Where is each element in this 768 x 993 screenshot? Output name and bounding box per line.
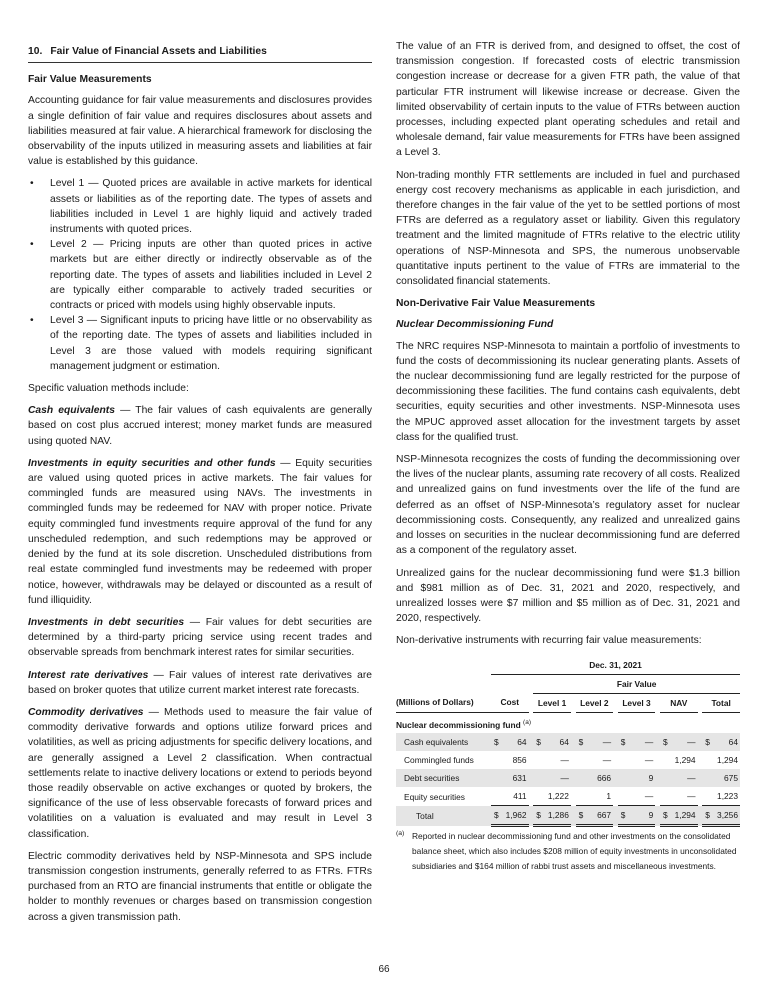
methods-intro: Specific valuation methods include:	[28, 383, 189, 395]
method-text: — Fair values of interest rate derivatives are based on broker quotes that utilize current market interest rate forecasts.	[28, 669, 372, 696]
nav-value: 1,294	[674, 755, 696, 766]
ndf-paragraph-3: Unrealized gains for the nuclear decommissioning fund were $1.3 billion and $981 million as of Dec. 31, 2021 and 2020, respectively, and unrealized losses were $7 million and $5 million as of Dec. 31, 2021 and 2020, respectively.	[396, 567, 740, 625]
col-header-total: Total	[702, 693, 740, 712]
level3-value: 9	[628, 769, 656, 787]
table-column-header-row	[396, 693, 740, 712]
method-equity-securities	[28, 456, 372, 608]
level1-value: 1,286	[543, 806, 571, 826]
col-header-level2: Level 2	[576, 693, 613, 712]
level-list	[28, 176, 372, 374]
total-value: 3,256	[712, 806, 740, 826]
fair-value-intro: Accounting guidance for fair value measurements and disclosures provides a single definition of fair value and requires disclosures about assets and liabilities measured at fair value. A hierarchical framework for disclosing the observability of the inputs utilized in measuring assets and liabilities at fair value is established by this guidance.	[28, 95, 372, 168]
currency-symbol: $	[702, 806, 712, 826]
currency-symbol: $	[660, 733, 670, 751]
col-header-nav: NAV	[660, 693, 698, 712]
left-column	[28, 44, 372, 932]
row-label: Commingled funds	[404, 755, 474, 766]
bullet-icon: •	[30, 315, 34, 327]
method-interest-rate-derivatives	[28, 668, 372, 698]
ndf-paragraph-1: The NRC requires NSP-Minnesota to maintain a portfolio of investments to fund the costs of decommissioning its nuclear generating plants. Assets of the nuclear decommissioning fund are legally restricted for the purpose of decommissioning these facilities. The fund contains cash equivalents, debt securities, equity securities and other investments. NSP-Minnesota uses the MPUC approved asset allocation for the investment targets by asset class for the qualified trust.	[396, 340, 740, 443]
table-intro: Non-derivative instruments with recurring fair value measurements:	[396, 635, 702, 647]
currency-symbol	[660, 787, 670, 806]
method-lead: Interest rate derivatives	[28, 669, 149, 681]
currency-symbol	[491, 751, 501, 769]
currency-symbol	[533, 769, 543, 787]
level2-value: —	[586, 733, 614, 751]
cost-value: 1,962	[501, 806, 529, 826]
fair-value-measurements-heading: Fair Value Measurements	[28, 74, 152, 86]
total-value: 64	[712, 733, 740, 751]
currency-symbol	[618, 769, 628, 787]
nav-value: —	[670, 769, 698, 787]
electric-ftr-paragraph: Electric commodity derivatives held by NSP-Minnesota and SPS include transmission congestion instruments, generally referred to as FTRs. FTRs purchased from an RTO are financial instruments that entitle or obligate the holder to monthly revenues or charges based on transmission congestion across a given transmission path.	[28, 850, 372, 923]
method-lead: Cash equivalents	[28, 405, 115, 417]
total-value: 1,223	[712, 787, 740, 806]
bullet-icon: •	[30, 239, 34, 251]
currency-symbol	[702, 787, 712, 806]
currency-symbol	[660, 751, 670, 769]
date-header: Dec. 31, 2021	[491, 656, 740, 675]
row-label: Total	[396, 806, 491, 826]
table-row	[396, 751, 740, 769]
level2-value: 667	[586, 806, 614, 826]
currency-symbol	[533, 787, 543, 806]
level3-value: —	[628, 787, 656, 806]
currency-symbol	[702, 751, 712, 769]
currency-symbol: $	[660, 806, 670, 826]
col-header-cost: Cost	[491, 693, 529, 712]
level3-value: —	[644, 755, 654, 766]
table-total-row	[396, 806, 740, 826]
level-2-text: Level 2 — Pricing inputs are other than quoted prices in active markets but are either directly or indirectly observable as of the reporting date. The types of assets and liabilities included in Level 2 are typically either comparable to actively traded securities or contracts or priced with models using highly observable inputs.	[50, 239, 372, 312]
currency-symbol: $	[491, 733, 501, 751]
currency-symbol: $	[618, 806, 628, 826]
level-3-text: Level 3 — Significant inputs to pricing have little or no observability as of the reporting date. The types of assets and liabilities included in Level 3 are those valued with models requiring significant management judgment or estimation.	[50, 315, 372, 372]
currency-symbol	[576, 769, 586, 787]
table-footnote	[396, 829, 740, 874]
level-3-item	[28, 313, 372, 374]
currency-symbol	[533, 751, 543, 769]
level1-value: —	[543, 769, 571, 787]
cost-value: 631	[501, 769, 529, 787]
table-row	[396, 787, 740, 806]
bullet-icon: •	[30, 178, 34, 190]
method-lead: Investments in debt securities	[28, 616, 185, 628]
currency-symbol	[702, 769, 712, 787]
row-label: Cash equivalents	[396, 733, 491, 751]
method-lead: Investments in equity securities and other funds	[28, 457, 276, 469]
currency-symbol: $	[533, 733, 543, 751]
cost-value: 856	[512, 755, 527, 766]
page-number: 66	[378, 964, 390, 975]
table-date-header-row	[396, 656, 740, 675]
nav-value: 1,294	[670, 806, 698, 826]
total-value: 1,294	[717, 755, 738, 766]
currency-symbol	[618, 751, 628, 769]
section-title-text: Fair Value of Financial Assets and Liabilities	[50, 46, 267, 57]
level3-value: —	[628, 733, 656, 751]
level-1-text: Level 1 — Quoted prices are available in active markets for identical assets or liabilities as of the reporting date. The types of assets and liabilities included in Level 1 are highly liquid and actively traded instruments with quoted prices.	[50, 178, 372, 236]
level2-value: —	[602, 755, 612, 766]
row-label: Debt securities	[396, 769, 491, 787]
non-derivative-heading: Non-Derivative Fair Value Measurements	[396, 298, 596, 310]
nuclear-decommissioning-heading: Nuclear Decommissioning Fund	[396, 319, 554, 331]
row-label: Equity securities	[404, 791, 465, 802]
table-row	[396, 769, 740, 787]
currency-symbol: $	[576, 806, 586, 826]
footnote-ref: (a)	[523, 718, 531, 726]
method-commodity-derivatives	[28, 705, 372, 842]
table-fair-value-header-row	[396, 674, 740, 693]
currency-symbol	[491, 769, 501, 787]
ndf-paragraph-2: NSP-Minnesota recognizes the costs of funding the decommissioning over the lives of the nuclear plants, assuming rate recovery of all costs. Realized and unrealized gains on fund investments over the life of the fund are deferred as an offset of NSP-Minnesota’s regulatory asset for nuclear decommissioning costs. Consequently, any realized and unrealized gains and losses on securities in the nuclear decommissioning fund are deferred as a component of the regulatory asset.	[396, 454, 740, 557]
total-value: 675	[712, 769, 740, 787]
level2-value: 666	[586, 769, 614, 787]
currency-symbol	[576, 751, 586, 769]
method-text: — Fair values for debt securities are determined by a third-party pricing service using recent trades and observable spreads from benchmark interest rates for similar securities.	[28, 616, 373, 659]
level-2-item	[28, 237, 372, 313]
fair-value-header: Fair Value	[533, 674, 740, 693]
ftr-settlements-paragraph: Non-trading monthly FTR settlements are included in fuel and purchased energy cost recovery mechanisms as applicable in each jurisdiction, and therefore changes in the fair value of the yet to be settled portions of most FTRs are deferred as a regulatory asset or liability. Given this regulatory treatment and the limited magnitude of FTRs relative to the electric utility operations of NSP-Minnesota and SPS, the numerous unobservable quantitative inputs pertinent to the value of FTRs are immaterial to the consolidated financial statements.	[396, 169, 740, 288]
currency-symbol: $	[491, 806, 501, 826]
fair-value-table	[396, 656, 740, 828]
currency-symbol	[491, 787, 501, 806]
nav-value: —	[670, 787, 698, 806]
currency-symbol: $	[576, 733, 586, 751]
method-text: — The fair values of cash equivalents are generally based on cost plus accrued interest; money market funds are measured using quoted NAV.	[28, 405, 372, 447]
footnote-mark: (a)	[396, 830, 405, 838]
currency-symbol	[618, 787, 628, 806]
level1-value: 64	[543, 733, 571, 751]
cost-value: 64	[501, 733, 529, 751]
level1-value: 1,222	[543, 787, 571, 806]
level2-value: 1	[586, 787, 614, 806]
method-lead: Commodity derivatives	[28, 706, 144, 718]
currency-symbol: $	[533, 806, 543, 826]
section-number: 10.	[28, 46, 43, 57]
level-1-item	[28, 176, 372, 237]
table-section-row	[396, 712, 740, 733]
nav-value: —	[670, 733, 698, 751]
col-header-level3: Level 3	[618, 693, 655, 712]
level3-value: 9	[628, 806, 656, 826]
ftr-value-paragraph: The value of an FTR is derived from, and designed to offset, the cost of transmission congestion. If forecasted costs of electric transmission congestion increase or decrease for a given FTR path, the value of that particular FTR instrument will likewise increase or decrease. Given the limited observability of certain inputs to the value of FTRs between auction processes, including expected plant operating schedules and retail and wholesale demand, fair value measurements for FTRs have been assigned a Level 3.	[396, 41, 740, 159]
currency-symbol: $	[618, 733, 628, 751]
table-row	[396, 733, 740, 751]
right-column	[396, 39, 740, 874]
section-title	[28, 44, 372, 63]
footnote-text: Reported in nuclear decommissioning fund and other investments on the consolidated balance sheet, which also includes $208 million of equity investments in unconsolidated subsidiaries and $164 million of rabbi trust assets and miscellaneous investments.	[412, 831, 737, 872]
currency-symbol	[660, 769, 670, 787]
section-label: Nuclear decommissioning fund	[396, 719, 521, 730]
method-debt-securities	[28, 615, 372, 661]
method-cash-equivalents	[28, 403, 372, 449]
col-header-level1: Level 1	[533, 693, 571, 712]
method-text: — Methods used to measure the fair value of commodity derivative forwards and options utilize forward prices and volatilities, as well as pricing adjustments for specific delivery locations, and are generally assigned a Level 2 classification. When contractual settlements relate to inactive delivery locations or extend to periods beyond those readily observable on active exchanges or quoted by brokers, the significance of the use of less observable forecasts of forward prices and volatilities on a valuation is evaluated and may result in Level 3 classification.	[28, 706, 372, 840]
col-header-millions: (Millions of Dollars)	[396, 693, 491, 712]
currency-symbol: $	[702, 733, 712, 751]
currency-symbol	[576, 787, 586, 806]
method-text: — Equity securities are valued using quoted prices in active markets. The fair values for commingled funds are measured using NAVs. The investments in commingled funds may be redeemed for NAV with proper notice. Private equity commingled fund investments require approval of the fund for any unscheduled redemption, and such redemptions may be approved or denied by the fund at its sole discretion. Unscheduled distributions from real estate commingled fund investments may be redeemed with proper notice, however, withdrawals may be delayed or discounted as a result of fund illiquidity.	[28, 457, 372, 606]
level1-value: —	[560, 755, 569, 766]
cost-value: 411	[501, 787, 529, 806]
